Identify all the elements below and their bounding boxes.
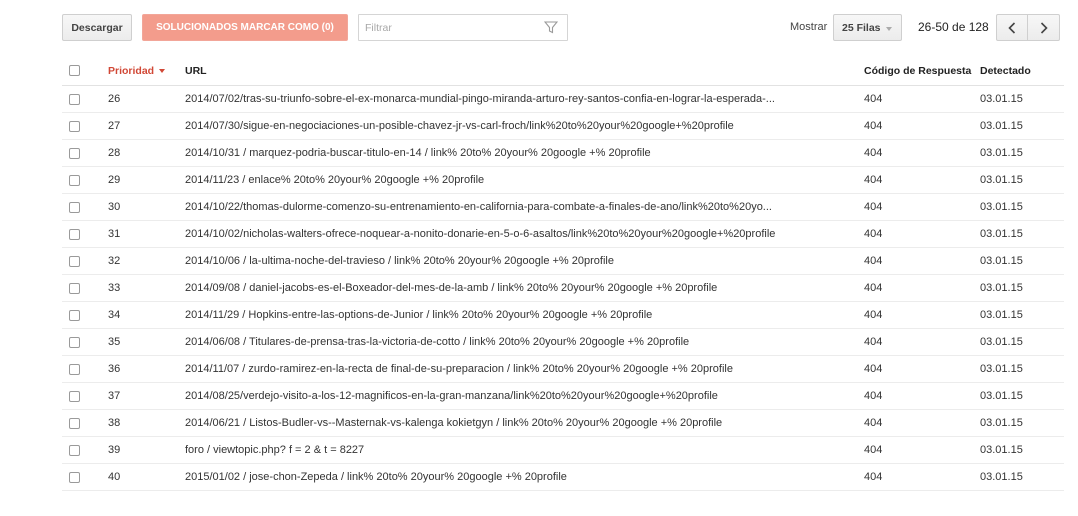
row-select-cell bbox=[62, 86, 108, 113]
priority-cell: 27 bbox=[108, 113, 185, 140]
response-code-cell: 404 bbox=[864, 221, 980, 248]
url-cell[interactable]: 2014/07/30/sigue-en-negociaciones-un-posible-chavez-jr-vs-carl-froch/link%20to%20your%20google+%20profile bbox=[185, 113, 864, 140]
row-checkbox[interactable] bbox=[69, 121, 80, 132]
chevron-left-icon bbox=[1008, 22, 1016, 34]
table-row[interactable] bbox=[62, 356, 1064, 383]
table-row[interactable] bbox=[62, 248, 1064, 275]
row-select-cell bbox=[62, 356, 108, 383]
detected-date-cell: 03.01.15 bbox=[980, 86, 1064, 113]
row-checkbox[interactable] bbox=[69, 445, 80, 456]
crawl-errors-table bbox=[62, 56, 1064, 491]
priority-cell: 33 bbox=[108, 275, 185, 302]
row-select-cell bbox=[62, 248, 108, 275]
detected-date-cell: 03.01.15 bbox=[980, 275, 1064, 302]
row-select-cell bbox=[62, 275, 108, 302]
priority-cell: 29 bbox=[108, 167, 185, 194]
url-cell[interactable]: 2014/10/02/nicholas-walters-ofrece-noquear-a-nonito-donarie-en-5-o-6-asaltos/link%20to%20your%20google+%20profile bbox=[185, 221, 864, 248]
priority-cell: 30 bbox=[108, 194, 185, 221]
response-code-cell: 404 bbox=[864, 464, 980, 491]
row-checkbox[interactable] bbox=[69, 418, 80, 429]
chevron-down-icon bbox=[886, 27, 892, 31]
row-checkbox[interactable] bbox=[69, 175, 80, 186]
table-row[interactable] bbox=[62, 194, 1064, 221]
priority-cell: 40 bbox=[108, 464, 185, 491]
row-checkbox[interactable] bbox=[69, 364, 80, 375]
show-label: Mostrar bbox=[790, 21, 828, 33]
response-code-cell: 404 bbox=[864, 329, 980, 356]
url-cell[interactable]: foro / viewtopic.php? f = 2 & t = 8227 bbox=[185, 437, 864, 464]
table-header-row bbox=[62, 56, 1064, 86]
row-select-cell bbox=[62, 221, 108, 248]
row-checkbox[interactable] bbox=[69, 337, 80, 348]
table-row[interactable] bbox=[62, 383, 1064, 410]
response-code-cell: 404 bbox=[864, 275, 980, 302]
filter-field[interactable] bbox=[358, 14, 568, 41]
detected-date-cell: 03.01.15 bbox=[980, 140, 1064, 167]
detected-date-cell: 03.01.15 bbox=[980, 383, 1064, 410]
response-code-cell: 404 bbox=[864, 302, 980, 329]
table-row[interactable] bbox=[62, 437, 1064, 464]
chevron-right-icon bbox=[1040, 22, 1048, 34]
row-checkbox[interactable] bbox=[69, 472, 80, 483]
row-checkbox[interactable] bbox=[69, 256, 80, 267]
url-cell[interactable]: 2014/10/31 / marquez-podria-buscar-titulo-en-14 / link% 20to% 20your% 20google +% 20profile bbox=[185, 140, 864, 167]
column-header-detected[interactable]: Detectado bbox=[980, 56, 1064, 86]
priority-cell: 32 bbox=[108, 248, 185, 275]
rows-per-page-select[interactable] bbox=[833, 14, 902, 41]
priority-cell: 37 bbox=[108, 383, 185, 410]
download-button[interactable]: Descargar bbox=[62, 14, 132, 41]
response-code-cell: 404 bbox=[864, 113, 980, 140]
priority-header-label: Prioridad bbox=[108, 64, 155, 77]
table-row[interactable] bbox=[62, 167, 1064, 194]
row-select-cell bbox=[62, 140, 108, 167]
detected-date-cell: 03.01.15 bbox=[980, 410, 1064, 437]
row-select-cell bbox=[62, 329, 108, 356]
priority-cell: 35 bbox=[108, 329, 185, 356]
row-select-cell bbox=[62, 194, 108, 221]
mark-as-solved-button[interactable]: SOLUCIONADOS MARCAR COMO (0) bbox=[142, 14, 348, 41]
detected-date-cell: 03.01.15 bbox=[980, 356, 1064, 383]
response-code-cell: 404 bbox=[864, 383, 980, 410]
detected-date-cell: 03.01.15 bbox=[980, 194, 1064, 221]
response-code-cell: 404 bbox=[864, 86, 980, 113]
table-row[interactable] bbox=[62, 410, 1064, 437]
select-all-cell bbox=[62, 56, 108, 86]
detected-date-cell: 03.01.15 bbox=[980, 113, 1064, 140]
priority-cell: 34 bbox=[108, 302, 185, 329]
url-cell[interactable]: 2014/06/08 / Titulares-de-prensa-tras-la-victoria-de-cotto / link% 20to% 20your% 20google +% 20profile bbox=[185, 329, 864, 356]
response-code-cell: 404 bbox=[864, 194, 980, 221]
table-row[interactable] bbox=[62, 464, 1064, 491]
row-select-cell bbox=[62, 437, 108, 464]
priority-cell: 28 bbox=[108, 140, 185, 167]
row-select-cell bbox=[62, 383, 108, 410]
priority-cell: 38 bbox=[108, 410, 185, 437]
url-cell[interactable]: 2014/11/23 / enlace% 20to% 20your% 20google +% 20profile bbox=[185, 167, 864, 194]
detected-date-cell: 03.01.15 bbox=[980, 464, 1064, 491]
url-cell[interactable]: 2014/11/07 / zurdo-ramirez-en-la-recta de final-de-su-preparacion / link% 20to% 20your% 20google +% 20profile bbox=[185, 356, 864, 383]
row-select-cell bbox=[62, 410, 108, 437]
row-select-cell bbox=[62, 464, 108, 491]
response-code-cell: 404 bbox=[864, 410, 980, 437]
row-checkbox[interactable] bbox=[69, 202, 80, 213]
caret-down-icon bbox=[159, 69, 165, 73]
row-select-cell bbox=[62, 302, 108, 329]
select-all-checkbox[interactable] bbox=[69, 65, 80, 76]
row-checkbox[interactable] bbox=[69, 148, 80, 159]
table-row[interactable] bbox=[62, 329, 1064, 356]
next-page-button[interactable] bbox=[1028, 14, 1060, 41]
column-header-priority[interactable] bbox=[108, 56, 185, 86]
url-cell[interactable]: 2014/06/21 / Listos-Budler-vs--Masternak-vs-kalenga kokietgyn / link% 20to% 20your% 20google +% 20profile bbox=[185, 410, 864, 437]
table-row[interactable] bbox=[62, 302, 1064, 329]
response-code-cell: 404 bbox=[864, 140, 980, 167]
url-cell[interactable]: 2014/10/06 / la-ultima-noche-del-travieso / link% 20to% 20your% 20google +% 20profile bbox=[185, 248, 864, 275]
detected-date-cell: 03.01.15 bbox=[980, 437, 1064, 464]
response-code-cell: 404 bbox=[864, 248, 980, 275]
priority-cell: 39 bbox=[108, 437, 185, 464]
table-row[interactable] bbox=[62, 86, 1064, 113]
rows-per-page-value: 25 Filas bbox=[842, 21, 881, 34]
priority-cell: 31 bbox=[108, 221, 185, 248]
url-cell[interactable]: 2014/10/22/thomas-dulorme-comenzo-su-entrenamiento-en-california-para-combate-a-finales-de-ano/link%20to%20yo... bbox=[185, 194, 864, 221]
row-checkbox[interactable] bbox=[69, 283, 80, 294]
pagination-range: 26-50 de 128 bbox=[918, 20, 989, 34]
response-code-cell: 404 bbox=[864, 356, 980, 383]
url-cell[interactable]: 2015/01/02 / jose-chon-Zepeda / link% 20to% 20your% 20google +% 20profile bbox=[185, 464, 864, 491]
priority-cell: 26 bbox=[108, 86, 185, 113]
url-cell[interactable]: 2014/08/25/verdejo-visito-a-los-12-magnificos-en-la-gran-manzana/link%20to%20your%20google+%20profile bbox=[185, 383, 864, 410]
row-checkbox[interactable] bbox=[69, 229, 80, 240]
detected-date-cell: 03.01.15 bbox=[980, 167, 1064, 194]
row-select-cell bbox=[62, 113, 108, 140]
filter-input[interactable] bbox=[365, 22, 539, 34]
table-row[interactable] bbox=[62, 113, 1064, 140]
url-cell[interactable]: 2014/11/29 / Hopkins-entre-las-options-de-Junior / link% 20to% 20your% 20google +% 20profile bbox=[185, 302, 864, 329]
row-checkbox[interactable] bbox=[69, 94, 80, 105]
table-row[interactable] bbox=[62, 140, 1064, 167]
response-code-cell: 404 bbox=[864, 167, 980, 194]
detected-date-cell: 03.01.15 bbox=[980, 248, 1064, 275]
funnel-icon[interactable] bbox=[544, 21, 558, 34]
table-row[interactable] bbox=[62, 275, 1064, 302]
toolbar bbox=[62, 14, 1064, 42]
detected-date-cell: 03.01.15 bbox=[980, 302, 1064, 329]
url-cell[interactable]: 2014/07/02/tras-su-triunfo-sobre-el-ex-monarca-mundial-pingo-miranda-arturo-rey-santos-confia-en-lograr-la-esperada-... bbox=[185, 86, 864, 113]
detected-date-cell: 03.01.15 bbox=[980, 221, 1064, 248]
row-checkbox[interactable] bbox=[69, 391, 80, 402]
priority-cell: 36 bbox=[108, 356, 185, 383]
url-cell[interactable]: 2014/09/08 / daniel-jacobs-es-el-Boxeador-del-mes-de-la-amb / link% 20to% 20your% 20google +% 20profile bbox=[185, 275, 864, 302]
row-checkbox[interactable] bbox=[69, 310, 80, 321]
response-code-cell: 404 bbox=[864, 437, 980, 464]
column-header-response-code[interactable]: Código de Respuesta bbox=[864, 56, 980, 86]
column-header-url[interactable]: URL bbox=[185, 56, 864, 86]
previous-page-button[interactable] bbox=[996, 14, 1028, 41]
table-row[interactable] bbox=[62, 221, 1064, 248]
detected-date-cell: 03.01.15 bbox=[980, 329, 1064, 356]
row-select-cell bbox=[62, 167, 108, 194]
